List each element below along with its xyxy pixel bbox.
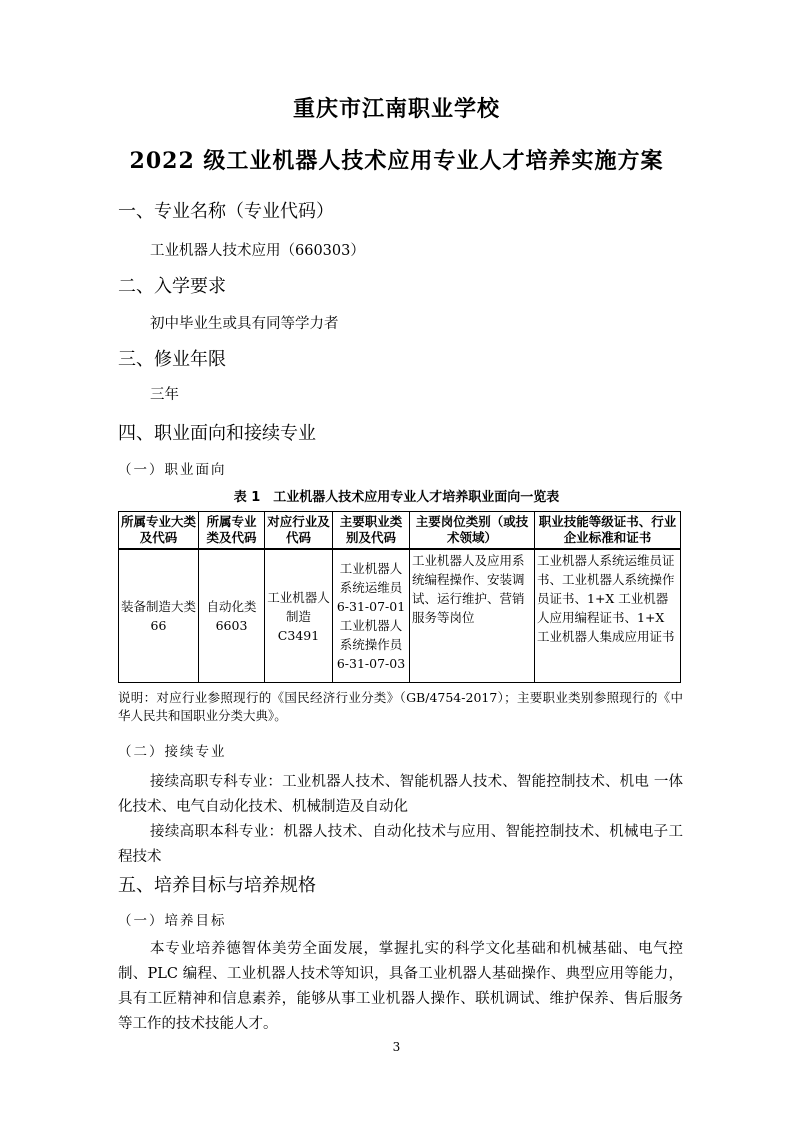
page-number: 3 [392, 1040, 401, 1054]
section-3-heading: 三、修业年限 [118, 349, 226, 370]
document-title: 2022 级工业机器人技术应用专业人才培养实施方案 [129, 148, 664, 174]
section-3-text: 三年 [150, 387, 179, 403]
table-cell: 装备制造大类 66 [119, 549, 199, 683]
table-header-cell: 所属专业大类及代码 [119, 512, 199, 550]
table-header-cell: 主要职业类别及代码 [333, 512, 410, 550]
table-cell: 工业机器人系统运维员证书、工业机器人系统操作员证书、1+X 工业机器人应用编程证书、1+X 工业机器人集成应用证书 [535, 549, 681, 683]
table-cell: 自动化类 6603 [199, 549, 265, 683]
table-note: 说明：对应行业参照现行的《国民经济行业分类》（GB/4754-2017）；主要职业类别参照现行的《中华人民共和国职业分类大典》。 [118, 690, 683, 723]
table-header-row [119, 512, 681, 550]
table-header-cell: 所属专业类及代码 [199, 512, 265, 550]
section-2-text: 初中毕业生或具有同等学力者 [150, 316, 339, 332]
section-5-heading: 五、培养目标与培养规格 [118, 875, 316, 896]
school-name: 重庆市江南职业学校 [292, 96, 500, 122]
section-4-paragraph-2: 接续高职本科专业：机器人技术、自动化技术与应用、智能控制技术、机械电子工程技术 [118, 824, 683, 865]
section-4-paragraph-1: 接续高职专科专业：工业机器人技术、智能机器人技术、智能控制技术、机电 一体化技术、电气自动化技术、机械制造及自动化 [118, 774, 683, 815]
section-4-sub-2: （二）接续专业 [118, 744, 227, 760]
table-cell: 工业机器人系统运维员 6-31-07-01 工业机器人系统操作员 6-31-07-03 [333, 549, 410, 683]
table-cell: 工业机器人及应用系统编程操作、安装调试、运行维护、营销服务等岗位 [410, 549, 535, 683]
table-cell: 工业机器人制造 C3491 [265, 549, 333, 683]
section-1-text: 工业机器人技术应用（660303） [150, 243, 365, 259]
table-caption: 表 1 工业机器人技术应用专业人才培养职业面向一览表 [233, 490, 560, 505]
section-2-heading: 二、入学要求 [118, 276, 226, 297]
section-4-heading: 四、职业面向和接续专业 [118, 423, 316, 444]
section-5-sub-1: （一）培养目标 [118, 913, 227, 929]
table-header-cell: 职业技能等级证书、行业企业标准和证书 [535, 512, 681, 550]
table-header-cell: 主要岗位类别（或技术领域） [410, 512, 535, 550]
occupation-table [118, 511, 681, 683]
section-4-sub-1: （一）职业面向 [118, 462, 227, 478]
section-5-paragraph-1: 本专业培养德智体美劳全面发展，掌握扎实的科学文化基础和机械基础、电气控制、PLC 编程、工业机器人技术等知识，具备工业机器人基础操作、典型应用等能力，具有工匠精神和信息素养，能够从事工业机器人操作、联机调试、维护保养、售后服务等工作的技术技能人才。 [118, 941, 683, 1032]
table-header-cell: 对应行业及代码 [265, 512, 333, 550]
section-1-heading: 一、专业名称（专业代码） [118, 201, 334, 222]
table-row [119, 549, 681, 683]
